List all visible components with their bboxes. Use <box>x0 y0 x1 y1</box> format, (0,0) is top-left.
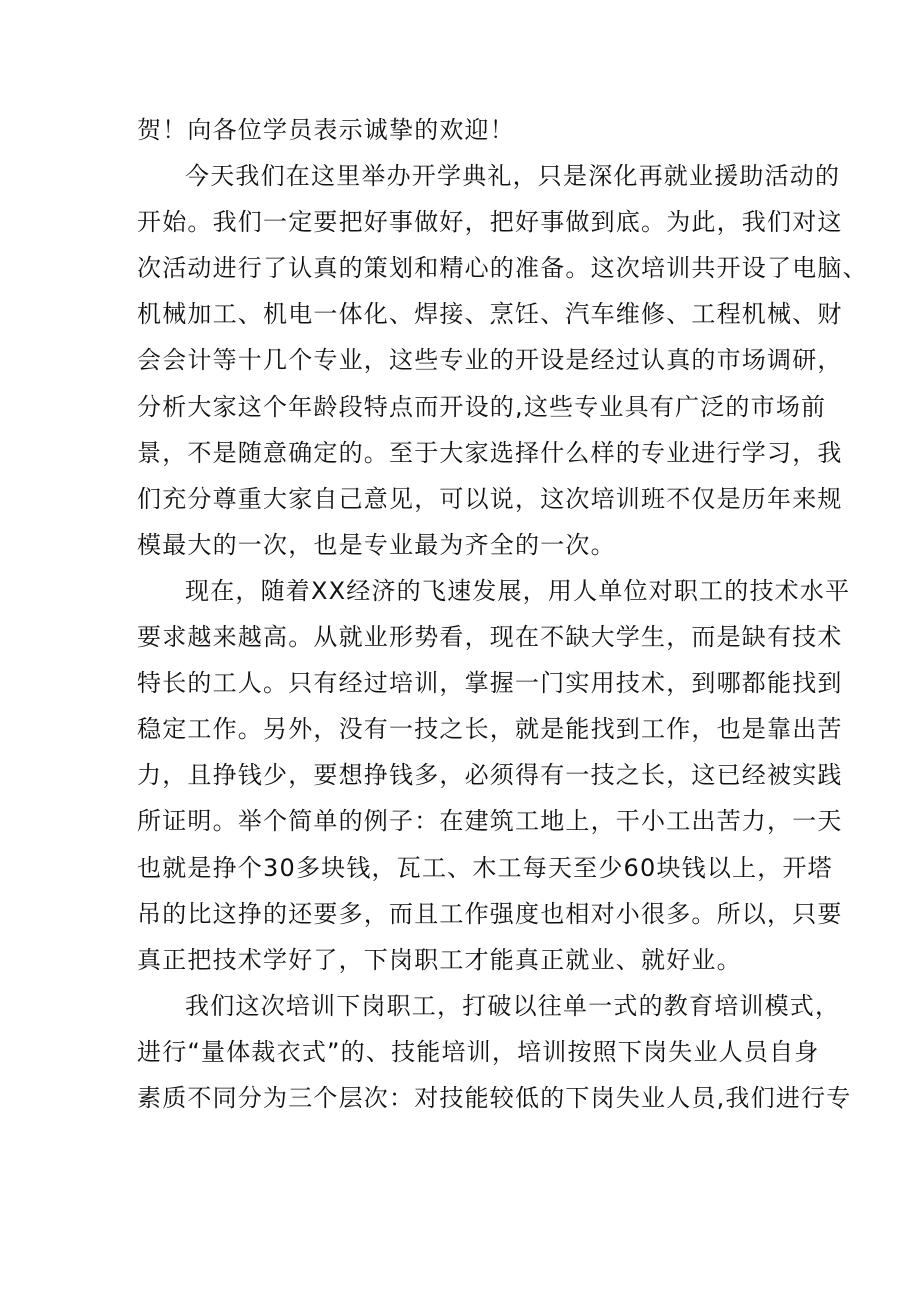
text-line: 要求越来越高。从就业形势看，现在不缺大学生，而是缺有技术 <box>137 623 843 652</box>
text-line: 吊的比这挣的还要多，而且工作强度也相对小很多。所以，只要 <box>137 899 843 928</box>
text-line: 分析大家这个年龄段特点而开设的,这些专业具有广泛的市场前 <box>137 392 827 421</box>
text-line: 特长的工人。只有经过培训，掌握一门实用技术，到哪都能找到 <box>137 669 843 698</box>
text-line: 机械加工、机电一体化、焊接、烹饪、汽车维修、工程机械、财 <box>137 300 843 329</box>
text-line: 所证明。举个简单的例子：在建筑工地上，干小工出苦力，一天 <box>137 807 843 836</box>
body-text <box>137 107 868 1121</box>
text-line: 景，不是随意确定的。至于大家选择什么样的专业进行学习，我 <box>137 438 843 467</box>
text-line: 也就是挣个30多块钱，瓦工、木工每天至少60块钱以上，开塔 <box>137 853 833 882</box>
text-line: 次活动进行了认真的策划和精心的准备。这次培训共开设了电脑、 <box>137 254 868 283</box>
text-line: 真正把技术学好了，下岗职工才能真正就业、就好业。 <box>137 945 742 974</box>
text-line: 素质不同分为三个层次：对技能较低的下岗失业人员,我们进行专 <box>137 1083 852 1112</box>
text-line: 开始。我们一定要把好事做好，把好事做到底。为此，我们对这 <box>137 208 843 237</box>
text-line: 们充分尊重大家自己意见，可以说，这次培训班不仅是历年来规 <box>137 484 843 513</box>
paragraph-start-line: 今天我们在这里举办开学典礼，只是深化再就业援助活动的 <box>185 162 841 191</box>
text-line: 力，且挣钱少，要想挣钱多，必须得有一技之长，这已经被实践 <box>137 761 843 790</box>
text-line: 模最大的一次，也是专业最为齐全的一次。 <box>137 530 616 559</box>
text-line: 会会计等十几个专业，这些专业的开设是经过认真的市场调研， <box>137 346 843 375</box>
paragraph-start-line: 我们这次培训下岗职工，打破以往单一式的教育培训模式， <box>185 991 841 1020</box>
text-line: 稳定工作。另外，没有一技之长，就是能找到工作，也是靠出苦 <box>137 715 843 744</box>
paragraph-start-line: 现在，随着XX经济的飞速发展，用人单位对职工的技术水平 <box>185 576 851 605</box>
text-line: 贺！向各位学员表示诚挚的欢迎！ <box>137 116 515 144</box>
text-line: 进行“量体裁衣式”的、技能培训，培训按照下岗失业人员自身 <box>137 1037 820 1066</box>
